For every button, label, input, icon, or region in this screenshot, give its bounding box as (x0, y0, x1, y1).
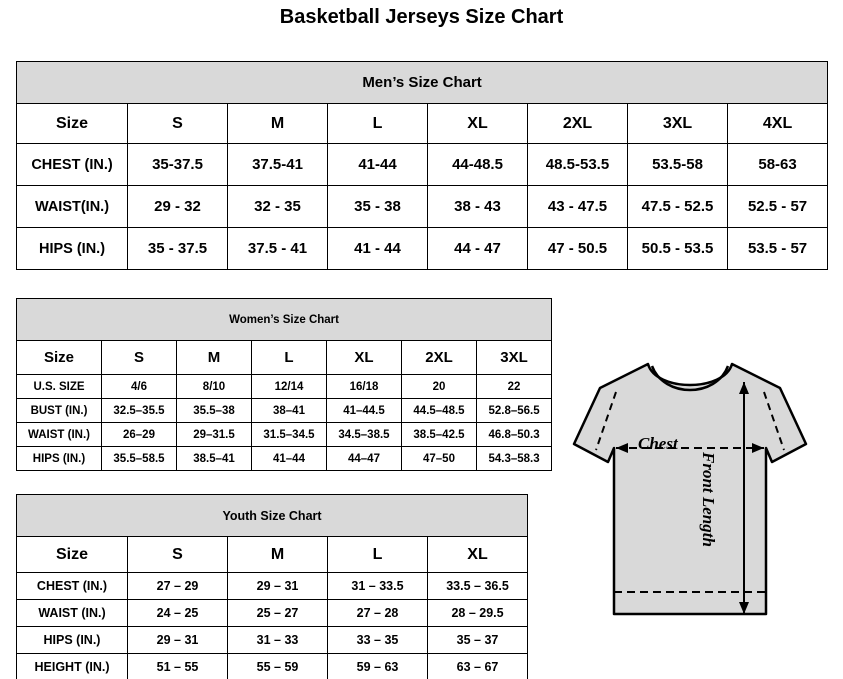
womens-measure-value: 47–50 (402, 447, 477, 471)
page-title: Basketball Jerseys Size Chart (279, 6, 564, 28)
womens-header-row (17, 341, 552, 375)
youth-measure-value: 28 – 29.5 (428, 600, 528, 627)
youth-column-header: XL (428, 537, 528, 573)
table-row (17, 573, 528, 600)
womens-measure-value: 41–44.5 (327, 399, 402, 423)
mens-measure-value: 44 - 47 (428, 228, 528, 270)
youth-column-header: L (328, 537, 428, 573)
mens-column-header: S (128, 104, 228, 144)
mens-measure-value: 48.5-53.5 (528, 144, 628, 186)
youth-measure-label: HEIGHT (IN.) (17, 654, 128, 679)
mens-measure-value: 43 - 47.5 (528, 186, 628, 228)
mens-column-header: Size (17, 104, 128, 144)
womens-measure-value: 29–31.5 (177, 423, 252, 447)
youth-size-chart-section (16, 494, 527, 679)
mens-measure-value: 52.5 - 57 (728, 186, 828, 228)
womens-measure-value: 22 (477, 375, 552, 399)
youth-measure-value: 29 – 31 (128, 627, 228, 654)
mens-measure-value: 29 - 32 (128, 186, 228, 228)
youth-measure-value: 25 – 27 (228, 600, 328, 627)
mens-measure-value: 44-48.5 (428, 144, 528, 186)
mens-chart-title: Men’s Size Chart (17, 62, 828, 104)
mens-column-header: 3XL (628, 104, 728, 144)
table-row (17, 423, 552, 447)
womens-measure-value: 34.5–38.5 (327, 423, 402, 447)
mens-size-table (16, 61, 828, 270)
mens-measure-label: HIPS (IN.) (17, 228, 128, 270)
womens-column-header: L (252, 341, 327, 375)
mens-title-row (17, 62, 828, 104)
womens-measure-value: 35.5–58.5 (102, 447, 177, 471)
youth-measure-value: 31 – 33.5 (328, 573, 428, 600)
womens-column-header: 3XL (477, 341, 552, 375)
youth-measure-value: 63 – 67 (428, 654, 528, 679)
mens-size-chart-section (16, 61, 827, 270)
womens-column-header: Size (17, 341, 102, 375)
table-row (17, 654, 528, 679)
mens-measure-value: 47 - 50.5 (528, 228, 628, 270)
youth-measure-value: 33 – 35 (328, 627, 428, 654)
youth-measure-value: 51 – 55 (128, 654, 228, 679)
mens-column-header: L (328, 104, 428, 144)
table-row (17, 600, 528, 627)
youth-size-table (16, 494, 528, 679)
front-length-measure-label: Front Length (699, 452, 718, 547)
womens-measure-label: WAIST (IN.) (17, 423, 102, 447)
mens-measure-value: 35-37.5 (128, 144, 228, 186)
womens-measure-value: 38.5–41 (177, 447, 252, 471)
chest-measure-label: Chest (638, 434, 678, 453)
womens-measure-value: 46.8–50.3 (477, 423, 552, 447)
womens-column-header: S (102, 341, 177, 375)
womens-measure-value: 54.3–58.3 (477, 447, 552, 471)
mens-column-header: 2XL (528, 104, 628, 144)
womens-title-row (17, 299, 552, 341)
mens-measure-value: 53.5 - 57 (728, 228, 828, 270)
table-row (17, 399, 552, 423)
table-row (17, 447, 552, 471)
youth-measure-value: 55 – 59 (228, 654, 328, 679)
youth-measure-value: 59 – 63 (328, 654, 428, 679)
womens-column-header: 2XL (402, 341, 477, 375)
mens-column-header: 4XL (728, 104, 828, 144)
womens-measure-value: 52.8–56.5 (477, 399, 552, 423)
mens-measure-value: 53.5-58 (628, 144, 728, 186)
youth-measure-value: 27 – 29 (128, 573, 228, 600)
mens-measure-value: 41-44 (328, 144, 428, 186)
youth-title-row (17, 495, 528, 537)
youth-measure-value: 24 – 25 (128, 600, 228, 627)
womens-measure-value: 26–29 (102, 423, 177, 447)
table-row (17, 375, 552, 399)
table-row (17, 144, 828, 186)
womens-measure-label: U.S. SIZE (17, 375, 102, 399)
womens-measure-value: 32.5–35.5 (102, 399, 177, 423)
mens-column-header: M (228, 104, 328, 144)
womens-chart-title: Women’s Size Chart (17, 299, 552, 341)
womens-measure-value: 38–41 (252, 399, 327, 423)
youth-column-header: Size (17, 537, 128, 573)
youth-header-row (17, 537, 528, 573)
jersey-measurement-diagram (540, 352, 840, 672)
youth-measure-label: CHEST (IN.) (17, 573, 128, 600)
womens-measure-value: 4/6 (102, 375, 177, 399)
mens-measure-value: 37.5-41 (228, 144, 328, 186)
womens-measure-value: 44–47 (327, 447, 402, 471)
youth-chart-title: Youth Size Chart (17, 495, 528, 537)
youth-measure-value: 29 – 31 (228, 573, 328, 600)
youth-measure-label: HIPS (IN.) (17, 627, 128, 654)
womens-column-header: M (177, 341, 252, 375)
womens-measure-label: BUST (IN.) (17, 399, 102, 423)
womens-measure-value: 35.5–38 (177, 399, 252, 423)
mens-measure-label: WAIST(IN.) (17, 186, 128, 228)
mens-measure-value: 32 - 35 (228, 186, 328, 228)
mens-measure-value: 37.5 - 41 (228, 228, 328, 270)
youth-measure-value: 31 – 33 (228, 627, 328, 654)
table-row (17, 627, 528, 654)
jersey-shirt-icon (540, 352, 840, 652)
mens-measure-label: CHEST (IN.) (17, 144, 128, 186)
youth-column-header: M (228, 537, 328, 573)
womens-column-header: XL (327, 341, 402, 375)
womens-size-table (16, 298, 552, 471)
mens-measure-value: 41 - 44 (328, 228, 428, 270)
table-row (17, 186, 828, 228)
youth-measure-value: 35 – 37 (428, 627, 528, 654)
womens-measure-value: 8/10 (177, 375, 252, 399)
womens-measure-value: 31.5–34.5 (252, 423, 327, 447)
womens-size-chart-section (16, 298, 551, 471)
womens-measure-value: 41–44 (252, 447, 327, 471)
womens-measure-value: 20 (402, 375, 477, 399)
mens-measure-value: 35 - 37.5 (128, 228, 228, 270)
womens-measure-value: 12/14 (252, 375, 327, 399)
womens-measure-value: 16/18 (327, 375, 402, 399)
womens-measure-value: 38.5–42.5 (402, 423, 477, 447)
womens-measure-label: HIPS (IN.) (17, 447, 102, 471)
womens-measure-value: 44.5–48.5 (402, 399, 477, 423)
mens-measure-value: 47.5 - 52.5 (628, 186, 728, 228)
table-row (17, 228, 828, 270)
youth-column-header: S (128, 537, 228, 573)
mens-column-header: XL (428, 104, 528, 144)
mens-measure-value: 58-63 (728, 144, 828, 186)
youth-measure-value: 27 – 28 (328, 600, 428, 627)
mens-measure-value: 50.5 - 53.5 (628, 228, 728, 270)
mens-measure-value: 35 - 38 (328, 186, 428, 228)
mens-header-row (17, 104, 828, 144)
youth-measure-value: 33.5 – 36.5 (428, 573, 528, 600)
mens-measure-value: 38 - 43 (428, 186, 528, 228)
youth-measure-label: WAIST (IN.) (17, 600, 128, 627)
